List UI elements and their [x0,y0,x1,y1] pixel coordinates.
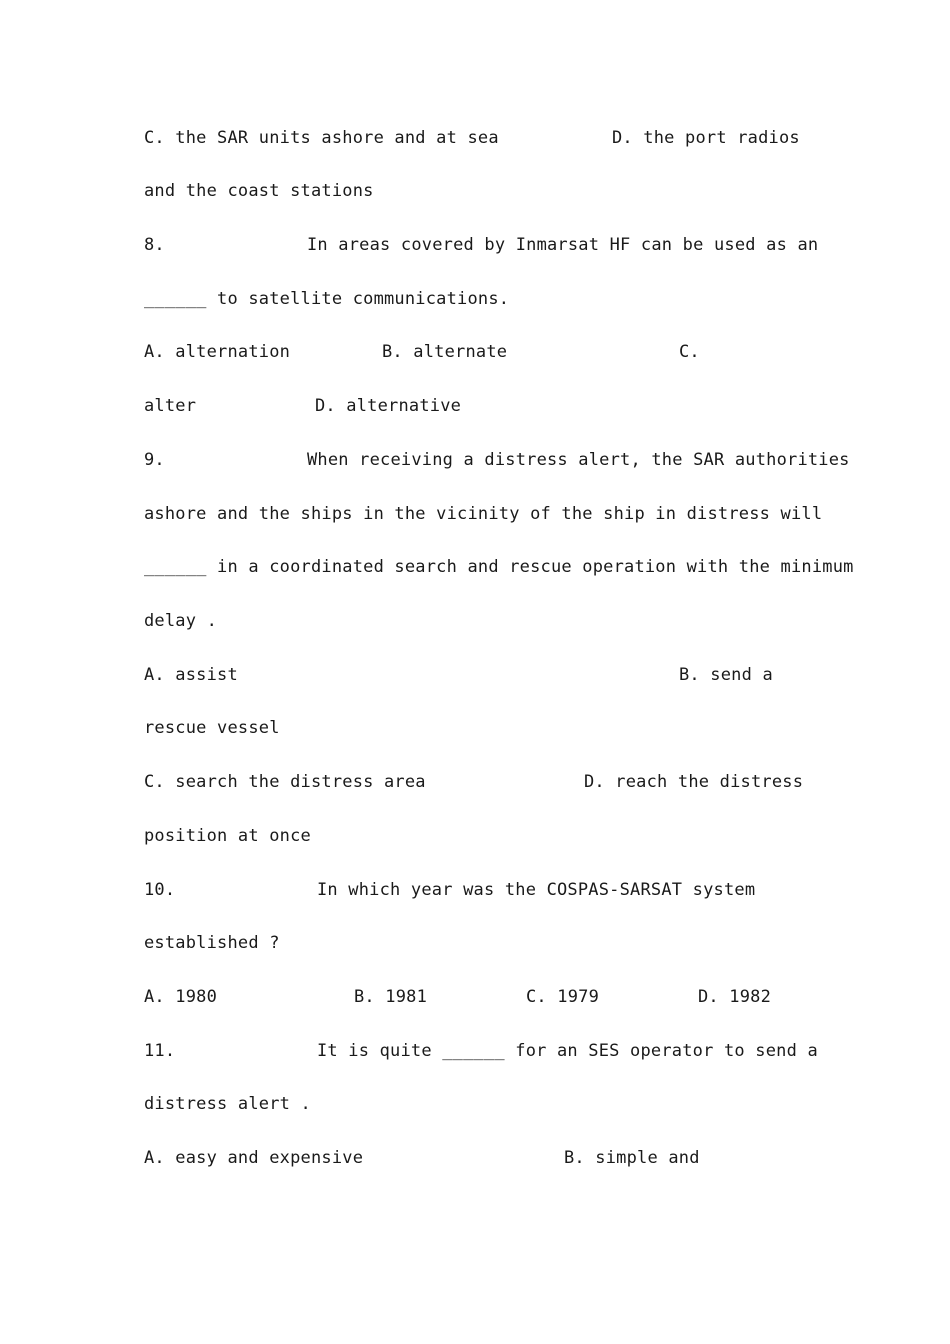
q9-option-d-continuation: position at once [144,826,311,846]
q8-option-d: D. alternative [315,396,462,416]
q9-option-c: C. search the distress area [144,772,426,792]
q8-text-line2: ______ to satellite communications. [144,289,510,309]
q10-text-line1: In which year was the COSPAS-SARSAT system [317,880,756,900]
q10-option-c: C. 1979 [526,987,600,1007]
q11-text-line1: It is quite ______ for an SES operator to send a [317,1041,818,1061]
q9-text-line4: delay . [144,611,218,631]
q11-text-line2: distress alert . [144,1094,311,1114]
q10-option-b: B. 1981 [354,987,428,1007]
q10-option-a: A. 1980 [144,987,218,1007]
q10-text-line2: established ? [144,933,280,953]
q9-option-a: A. assist [144,665,238,685]
q11-option-b: B. simple and [564,1148,700,1168]
q9-number: 9. [144,450,165,470]
q8-option-c-continuation: alter [144,396,197,416]
q10-number: 10. [144,880,176,900]
q11-number: 11. [144,1041,176,1061]
q8-text-line1: In areas covered by Inmarsat HF can be used as an [307,235,819,255]
q8-number: 8. [144,235,165,255]
q8-option-c: C. [679,342,700,362]
q9-text-line2: ashore and the ships in the vicinity of the ship in distress will [144,504,823,524]
q9-option-b: B. send a [679,665,773,685]
q9-text-line3: ______ in a coordinated search and rescue operation with the minimum [144,557,854,577]
q10-option-d: D. 1982 [698,987,772,1007]
q9-option-b-continuation: rescue vessel [144,718,280,738]
q7-option-d: D. the port radios [612,128,800,148]
q7-option-c: C. the SAR units ashore and at sea [144,128,499,148]
q9-option-d: D. reach the distress [584,772,804,792]
q7-option-d-continuation: and the coast stations [144,181,374,201]
q9-text-line1: When receiving a distress alert, the SAR authorities [307,450,850,470]
q8-option-b: B. alternate [382,342,508,362]
q8-option-a: A. alternation [144,342,291,362]
q11-option-a: A. easy and expensive [144,1148,364,1168]
